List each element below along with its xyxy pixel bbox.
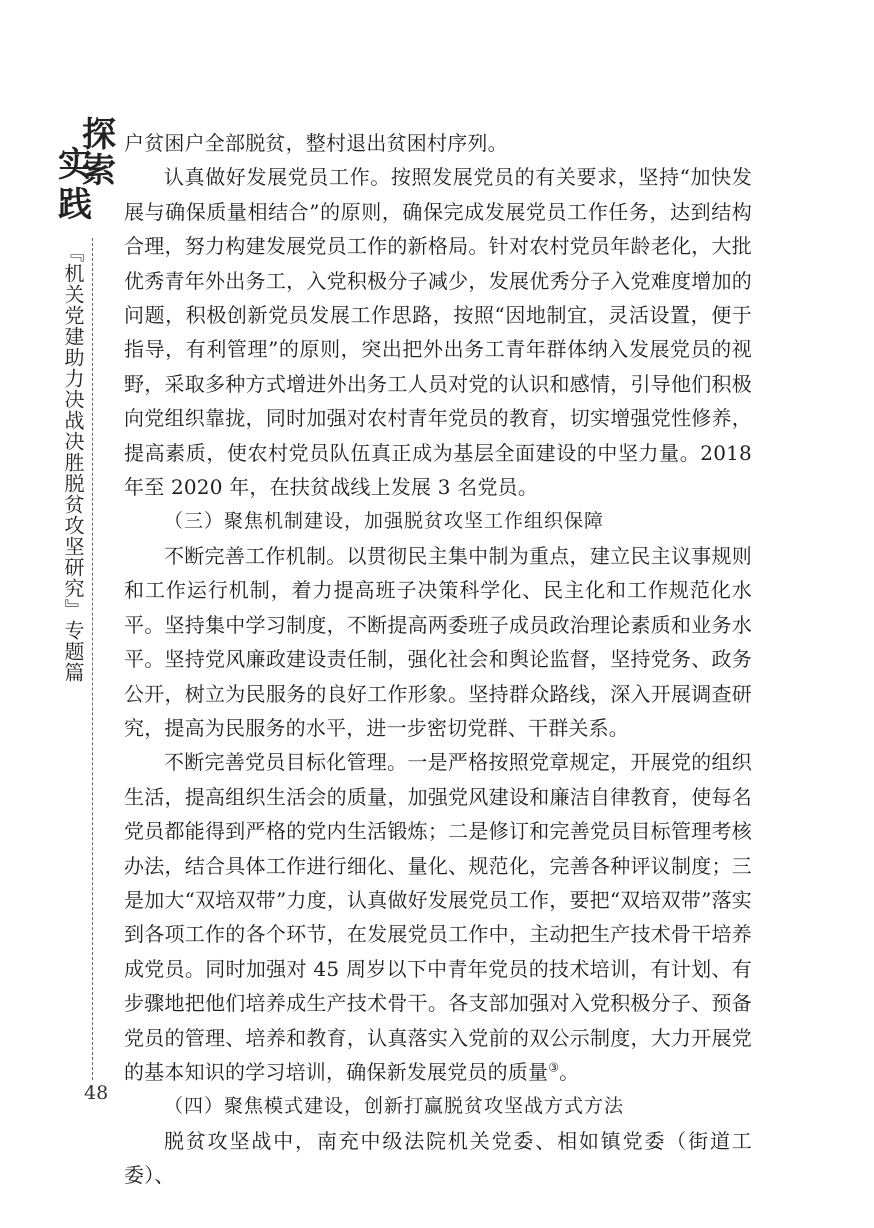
section-heading-3: （三）聚焦机制建设，加强脱贫攻坚工作组织保障 <box>164 510 605 533</box>
paragraph-end-mark: 。 <box>559 1059 580 1084</box>
brand-char-2: 索 <box>82 151 116 191</box>
paragraph-target-management-text: 不断完善党员目标化管理。一是严格按照党章规定，开展党的组织生活，提高组织生活会的质量，加强党风建设和廉洁自律教育，使每名党员都能得到严格的党内生活锻炼；二是修订和完善党员目标管理考核办法，结合具体工作进行细化、量化、规范化，完善各种评议制度；三是加大“双培双带”力度，认真做好发展党员工作，要把“双培双带”落实到各项工作的各个环节，在发展党员工作中，主动把生产技术骨干培养成党员。同时加强对 45 周岁以下中青年党员的技术培训，有计划、有步骤地把他们培养成生产技术骨干。各支部加强对入党积极分子、预备党员的管理、培养和教育，认真落实入党前的双公示制度，大力开展党的基本知识的学习培训，确保新发展党员的质量 <box>124 750 752 1084</box>
paragraph-target-management <box>124 745 752 1089</box>
section-brand-logo <box>56 115 126 230</box>
page-number: 48 <box>84 1082 109 1104</box>
paragraph-poverty-battle: 脱贫攻坚战中，南充中级法院机关党委、相如镇党委（街道工委）、 <box>124 1128 752 1188</box>
paragraph-continuation: 户贫困户全部脱贫，整村退出贫困村序列。 <box>124 131 508 155</box>
section-heading-4: （四）聚焦模式建设，创新打赢脱贫攻坚战方式方法 <box>164 1095 625 1118</box>
paragraph-work-mechanism: 不断完善工作机制。以贯彻民主集中制为重点，建立民主议事规则和工作运行机制，着力提高班子决策科学化、民主化和工作规范化水平。坚持集中学习制度，不断提高两委班子成员政治理论素质和业务水平。坚持党风廉政建设责任制，强化社会和舆论监督，坚持党务、政务公开，树立为民服务的良好工作形象。坚持群众路线，深入开展调查研究，提高为民服务的水平，进一步密切党群、干群关系。 <box>124 543 752 740</box>
paragraph-party-member-development: 认真做好发展党员工作。按照发展党员的有关要求，坚持“加快发展与确保质量相结合”的原则，确保完成发展党员工作任务，达到结构合理，努力构建发展党员工作的新格局。针对农村党员年龄老化，大批优秀青年外出务工，入党积极分子减少，发展优秀分子入党难度增加的问题，积极创新党员发展工作思路，按照“因地制宜，灵活设置，便于指导，有利管理”的原则，突出把外出务工青年群体纳入发展党员的视野，采取多种方式增进外出务工人员对党的认识和感情，引导他们积极向党组织靠拢，同时加强对农村青年党员的教育，切实增强党性修养，提高素质，使农村党员队伍真正成为基层全面建设的中坚力量。2018 年至 2020 年，在扶贫战线上发展 3 名党员。 <box>124 165 752 500</box>
book-series-title: 『机关党建助力决战决胜脱贫攻坚研究』专题篇 <box>61 242 85 683</box>
brand-char-1: 探 <box>82 115 116 155</box>
brand-char-3: 实 <box>58 145 92 185</box>
margin-divider <box>92 238 93 1080</box>
page-body <box>124 126 752 1193</box>
brand-char-4: 践 <box>58 185 92 225</box>
footnote-marker: ③ <box>548 1060 560 1075</box>
